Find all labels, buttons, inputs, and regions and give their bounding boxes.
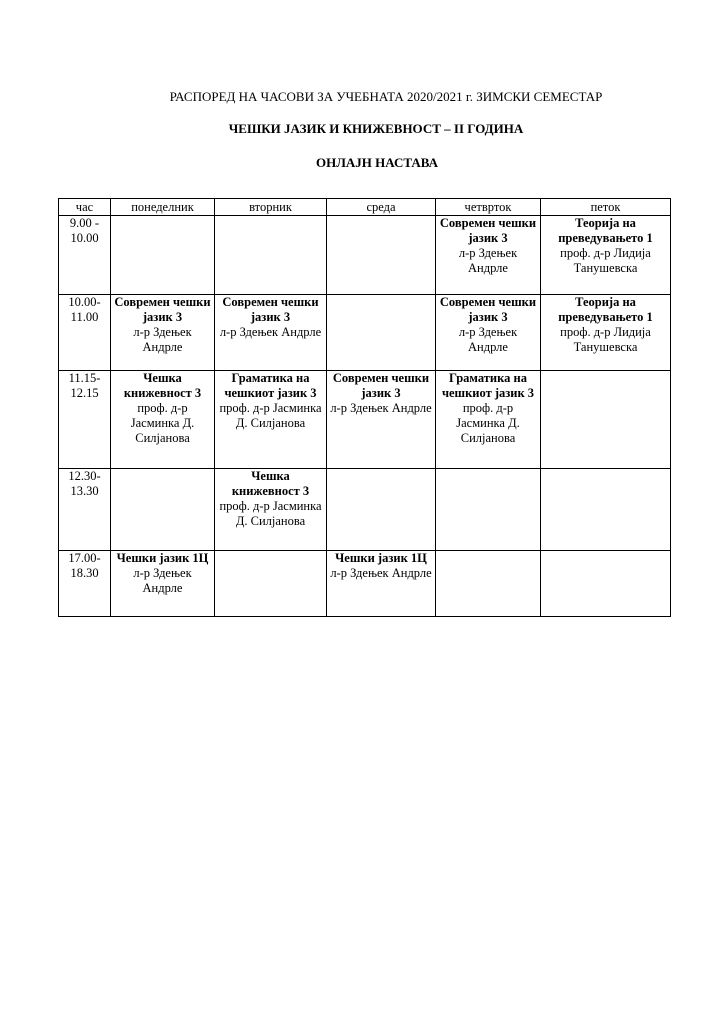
header-row bbox=[59, 199, 671, 216]
schedule-cell bbox=[215, 551, 327, 617]
time-cell: 11.15- 12.15 bbox=[59, 371, 111, 469]
schedule-cell bbox=[111, 551, 215, 617]
schedule-cell bbox=[111, 295, 215, 371]
course-name: Граматика на чешкиот јазик 3 bbox=[441, 371, 535, 400]
schedule-cell bbox=[111, 371, 215, 469]
schedule-cell bbox=[327, 216, 436, 295]
course-name: Современ чешки јазик 3 bbox=[114, 295, 211, 324]
teacher-name: л-р Здењек Андрле bbox=[330, 566, 432, 580]
time-cell: 12.30- 13.30 bbox=[59, 469, 111, 551]
column-header-thursday: четврток bbox=[436, 199, 541, 216]
teacher-name: проф. д-р Јасминка Д. Силјанова bbox=[219, 401, 322, 430]
schedule-cell bbox=[436, 371, 541, 469]
schedule-cell bbox=[436, 216, 541, 295]
column-header-monday: понеделник bbox=[111, 199, 215, 216]
teacher-name: проф. д-р Јасминка Д. Силјанова bbox=[456, 401, 520, 445]
table-row bbox=[59, 469, 671, 551]
schedule-title: РАСПОРЕД НА ЧАСОВИ ЗА УЧЕБНАТА 2020/2021 г. ЗИМСКИ СЕМЕСТАР bbox=[169, 89, 603, 104]
course-name: Теорија на преведувањето 1 bbox=[558, 216, 653, 245]
schedule-cell bbox=[541, 371, 671, 469]
time-cell: 10.00- 11.00 bbox=[59, 295, 111, 371]
teacher-name: проф. д-р Лидија Танушевска bbox=[560, 246, 651, 275]
schedule-cell bbox=[436, 295, 541, 371]
course-name: Современ чешки јазик 3 bbox=[439, 216, 537, 245]
time-cell: 9.00 - 10.00 bbox=[59, 216, 111, 295]
course-name: Чешка книжевност 3 bbox=[123, 371, 202, 400]
table-row bbox=[59, 295, 671, 371]
column-header-friday: петок bbox=[541, 199, 671, 216]
course-name: Граматика на чешкиот јазик 3 bbox=[224, 371, 317, 400]
teacher-name: проф. д-р Лидија Танушевска bbox=[560, 325, 651, 354]
course-name: Чешка книжевност 3 bbox=[231, 469, 310, 498]
mode-title: ОНЛАЈН НАСТАВА bbox=[315, 155, 439, 170]
schedule-cell bbox=[215, 371, 327, 469]
schedule-cell bbox=[327, 469, 436, 551]
teacher-name: л-р Здењек Андрле bbox=[219, 325, 322, 339]
time-cell: 17.00- 18.30 bbox=[59, 551, 111, 617]
column-header-tuesday: вторник bbox=[215, 199, 327, 216]
schedule-cell bbox=[215, 469, 327, 551]
schedule-cell bbox=[111, 469, 215, 551]
program-title: ЧЕШКИ ЈАЗИК И КНИЖЕВНОСТ – II ГОДИНА bbox=[228, 121, 524, 136]
schedule-cell bbox=[436, 551, 541, 617]
schedule-cell bbox=[541, 216, 671, 295]
table-row bbox=[59, 551, 671, 617]
teacher-name: л-р Здењек Андрле bbox=[133, 566, 192, 595]
schedule-cell bbox=[541, 469, 671, 551]
column-header-wednesday: среда bbox=[327, 199, 436, 216]
column-header-time: час bbox=[59, 199, 111, 216]
schedule-cell bbox=[327, 295, 436, 371]
course-name: Современ чешки јазик 3 bbox=[332, 371, 430, 400]
table-row bbox=[59, 371, 671, 469]
schedule-cell bbox=[215, 216, 327, 295]
teacher-name: л-р Здењек Андрле bbox=[458, 246, 518, 275]
schedule-cell bbox=[541, 551, 671, 617]
course-name: Современ чешки јазик 3 bbox=[222, 295, 319, 324]
course-name: Чешки јазик 1Ц bbox=[335, 551, 427, 565]
schedule-cell bbox=[436, 469, 541, 551]
table-row bbox=[59, 216, 671, 295]
course-name: Чешки јазик 1Ц bbox=[116, 551, 209, 565]
teacher-name: л-р Здењек Андрле bbox=[133, 325, 192, 354]
course-name: Теорија на преведувањето 1 bbox=[558, 295, 653, 324]
schedule-cell bbox=[541, 295, 671, 371]
teacher-name: проф. д-р Јасминка Д. Силјанова bbox=[130, 401, 195, 445]
teacher-name: проф. д-р Јасминка Д. Силјанова bbox=[219, 499, 322, 528]
teacher-name: л-р Здењек Андрле bbox=[458, 325, 518, 354]
schedule-cell bbox=[215, 295, 327, 371]
schedule-cell bbox=[327, 551, 436, 617]
schedule-cell bbox=[111, 216, 215, 295]
schedule-cell bbox=[327, 371, 436, 469]
course-name: Современ чешки јазик 3 bbox=[439, 295, 537, 324]
teacher-name: л-р Здењек Андрле bbox=[330, 401, 432, 415]
schedule-table bbox=[58, 198, 671, 617]
